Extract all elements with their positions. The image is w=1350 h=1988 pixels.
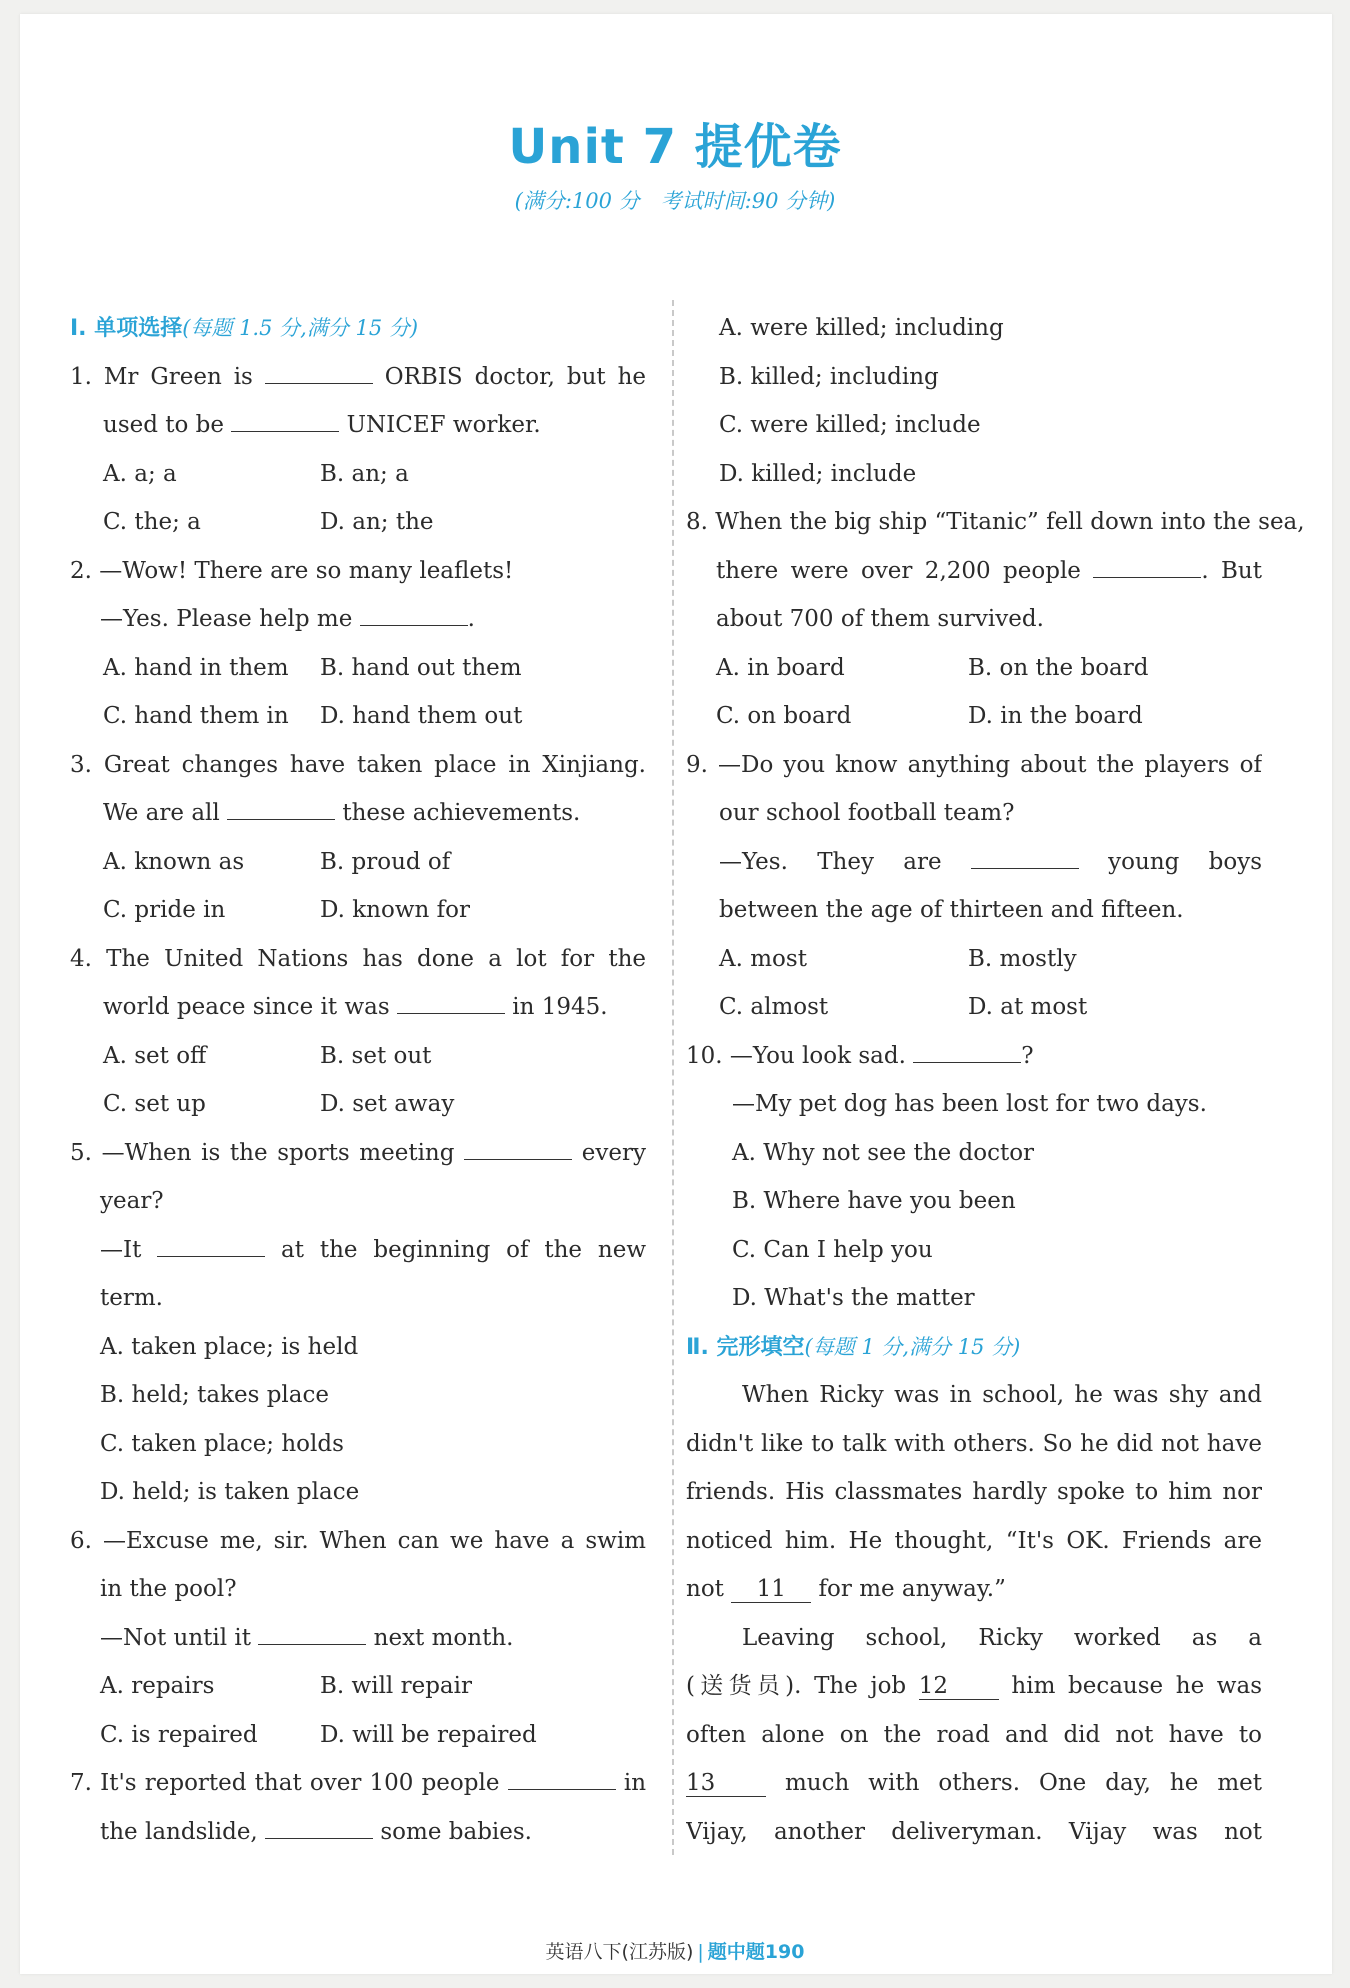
option-b[interactable]: B. killed; including (719, 363, 939, 390)
passage-line: Leaving school, Ricky worked as a (742, 1624, 1262, 1651)
passage-line: often alone on the road and did not have to (686, 1721, 1262, 1748)
passage-line: not 11 for me anyway.” (686, 1576, 1006, 1602)
option-d[interactable]: D. held; is taken place (100, 1479, 360, 1505)
passage-line: 13 much with others. One day, he met (686, 1770, 1262, 1796)
option-b[interactable]: B. mostly (968, 945, 1077, 972)
answer-blank[interactable] (265, 360, 373, 384)
answer-blank[interactable] (913, 1039, 1021, 1063)
option-b[interactable]: B. held; takes place (100, 1382, 329, 1408)
answer-blank[interactable] (227, 796, 335, 820)
right-column: A. were killed; including B. killed; including C. were killed; include D. killed; include 8. When the big ship “Titanic” fell down into the sea, there were over 2,200 people . But about 700 of them survived. A. in board B. on the board C. on board D. in the board 9. —Do you know anything about the players of our school football team? —Yes. They are young boys between the age of thirteen and fifteen. A. most B. mostly C. almost D. at most 10. —You look sad. ? —My pet dog has been lost for two days. A. Why not see the doctor B. Where have you been C. Can I help you D. What's the matter Ⅱ. 完形填空(每题 1 分,满分 15 分) When Ricky was in school, he was shy and didn't like to talk with others. So he did not have friends. His classmates hardly spoke to him nor noticed him. He thought, “It's OK. Friends are not 11 for me anyway.” Leaving school, Ricky worked as a (送货员). The job 12 him because he was often alone on the road and did not have to 13 much with others. One day, he met Vijay, another deliveryman. Vijay was not (686, 304, 1262, 1856)
answer-blank[interactable] (258, 1621, 366, 1645)
option-d[interactable]: D. an; the (320, 509, 434, 535)
passage-line: didn't like to talk with others. So he did not have (686, 1430, 1262, 1457)
option-b[interactable]: B. on the board (968, 654, 1149, 681)
book-name: 英语八下(江苏版) (545, 1941, 694, 1963)
question-8: 8. When the big ship “Titanic” fell down into the sea, (686, 509, 1305, 535)
page-footer: 英语八下(江苏版) | 题中题190 (545, 1941, 805, 1963)
option-a[interactable]: A. hand in them (103, 654, 289, 681)
option-d[interactable]: D. set away (320, 1091, 455, 1117)
option-c[interactable]: C. is repaired (100, 1721, 258, 1748)
option-d[interactable]: D. What's the matter (732, 1285, 975, 1311)
option-c[interactable]: C. taken place; holds (100, 1430, 344, 1457)
question-3: 3. Great changes have taken place in Xinjiang. (70, 751, 646, 778)
question-5: 5. —When is the sports meeting every (70, 1129, 646, 1178)
question-1: 1. Mr Green is ORBIS doctor, but he (70, 353, 646, 402)
option-b[interactable]: B. an; a (320, 460, 409, 487)
page-title: Unit 7 提优卷 (508, 119, 842, 175)
question-7: 7. It's reported that over 100 people in (70, 1759, 646, 1808)
answer-blank[interactable] (1093, 554, 1201, 578)
option-a[interactable]: A. in board (716, 654, 845, 681)
left-column: Ⅰ. 单项选择(每题 1.5 分,满分 15 分) 1. Mr Green is ORBIS doctor, but he used to be UNICEF worker. A. a; a B. an; a C. the; a D. an; the 2. —Wow! There are so many leaflets! —Yes. Please help me . A. hand in them B. hand out them C. hand them in D. hand them out 3. Great changes have taken place in Xinjiang. We are all these achievements. A. known as B. proud of C. pride in D. known for 4. The United Nations has done a lot for the world peace since it was in 1945. A. set off B. set out C. set up D. set away 5. —When is the sports meeting every year? —It at the beginning of the new term. A. taken place; is held B. held; takes place C. taken place; holds D. held; is taken place 6. —Excuse me, sir. When can we have a swim in the pool? —Not until it next month. A. repairs B. will repair C. is repaired D. will be repaired 7. It's reported that over 100 people in the landslide, some babies. (70, 304, 646, 1856)
option-d[interactable]: D. will be repaired (320, 1721, 537, 1748)
option-c[interactable]: C. on board (716, 703, 852, 729)
option-d[interactable]: D. killed; include (719, 460, 917, 487)
page-number: 190 (764, 1941, 805, 1963)
passage-line: When Ricky was in school, he was shy and (742, 1382, 1262, 1408)
brand-name: 题中题 (707, 1941, 765, 1963)
option-b[interactable]: B. set out (320, 1042, 432, 1069)
option-a[interactable]: A. taken place; is held (100, 1333, 359, 1360)
option-d[interactable]: D. known for (320, 897, 471, 923)
option-c[interactable]: C. set up (103, 1091, 206, 1117)
option-d[interactable]: D. in the board (968, 703, 1143, 729)
option-a[interactable]: A. a; a (103, 460, 177, 487)
answer-blank[interactable] (265, 1815, 373, 1839)
passage-line: noticed him. He thought, “It's OK. Friends are (686, 1527, 1262, 1554)
question-2: 2. —Wow! There are so many leaflets! (70, 557, 514, 584)
cloze-blank-13[interactable]: 13 (686, 1771, 766, 1797)
answer-blank[interactable] (157, 1233, 265, 1257)
option-b[interactable]: B. hand out them (320, 654, 522, 681)
answer-blank[interactable] (360, 602, 468, 626)
option-a[interactable]: A. Why not see the doctor (732, 1139, 1035, 1166)
answer-blank[interactable] (464, 1136, 572, 1160)
question-9: 9. —Do you know anything about the players of (686, 751, 1262, 778)
passage-line: (送货员). The job 12 him because he was (686, 1673, 1262, 1699)
exam-info: (满分:100 分 考试时间:90 分钟) (514, 189, 836, 213)
option-a[interactable]: A. repairs (100, 1673, 215, 1699)
option-a[interactable]: A. set off (103, 1042, 207, 1069)
question-10: 10. —You look sad. ? (686, 1032, 1262, 1081)
answer-blank[interactable] (231, 408, 339, 432)
cloze-blank-11[interactable]: 11 (731, 1577, 811, 1603)
option-a[interactable]: A. most (719, 945, 807, 972)
answer-blank[interactable] (397, 990, 505, 1014)
option-b[interactable]: B. proud of (320, 848, 451, 875)
question-6: 6. —Excuse me, sir. When can we have a swim (70, 1527, 646, 1554)
option-c[interactable]: C. the; a (103, 509, 201, 535)
option-d[interactable]: D. hand them out (320, 703, 523, 729)
section-2-heading: Ⅱ. 完形填空(每题 1 分,满分 15 分) (686, 1334, 1021, 1360)
cloze-blank-12[interactable]: 12 (919, 1674, 999, 1700)
question-4: 4. The United Nations has done a lot for the (70, 945, 646, 972)
option-c[interactable]: C. were killed; include (719, 412, 981, 438)
passage-line: friends. His classmates hardly spoke to him nor (686, 1479, 1262, 1505)
section-1-heading: Ⅰ. 单项选择(每题 1.5 分,满分 15 分) (70, 316, 419, 341)
option-c[interactable]: C. pride in (103, 897, 226, 923)
column-divider (672, 300, 674, 1855)
option-b[interactable]: B. will repair (320, 1673, 472, 1699)
option-d[interactable]: D. at most (968, 994, 1088, 1020)
option-a[interactable]: A. known as (103, 848, 245, 875)
passage-line: Vijay, another deliveryman. Vijay was not (686, 1818, 1262, 1845)
option-c[interactable]: C. Can I help you (732, 1236, 933, 1263)
option-a[interactable]: A. were killed; including (719, 315, 1004, 341)
answer-blank[interactable] (508, 1766, 616, 1790)
option-c[interactable]: C. hand them in (103, 703, 289, 729)
option-b[interactable]: B. Where have you been (732, 1188, 1016, 1214)
option-c[interactable]: C. almost (719, 994, 829, 1020)
answer-blank[interactable] (971, 845, 1079, 869)
